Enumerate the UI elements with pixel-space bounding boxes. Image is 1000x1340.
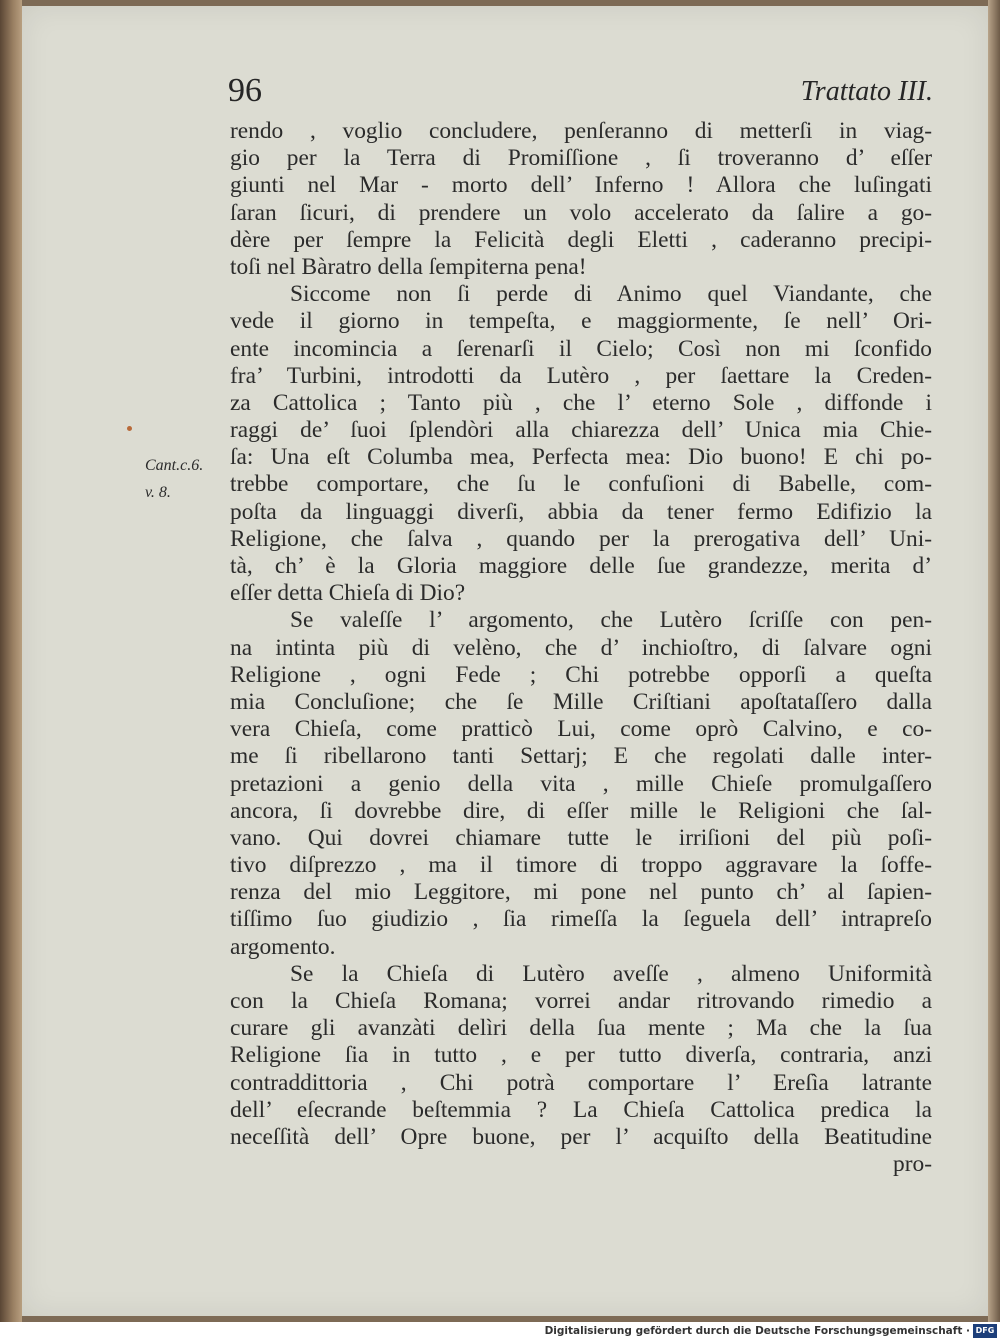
text-line: vede il giorno in tempeſta, e maggiormente, ſe nell’ Ori- — [230, 308, 932, 335]
text-line: ſaran ſicuri, di prendere un volo accelerato da ſalire a go- — [230, 199, 932, 226]
text-line: Se valeſſe l’ argomento, che Lutèro ſcriſſe con pen- — [290, 607, 932, 634]
page-number: 96 — [228, 72, 262, 109]
footer-bar — [0, 1322, 1000, 1340]
text-line: za Cattolica ; Tanto più , che l’ eterno Sole , diffonde i — [230, 389, 932, 416]
text-line: giunti nel Mar - morto dell’ Inferno ! Allora che luſingati — [230, 172, 932, 199]
ink-spot — [127, 426, 132, 431]
text-line: Religione ſia in tutto , e per tutto diverſa, contraria, anzi — [230, 1042, 932, 1069]
book-spine — [0, 0, 22, 1322]
text-line: tivo diſprezzo , ma il timore di troppo aggravare la ſoffe- — [230, 852, 932, 879]
text-line: con la Chieſa Romana; vorrei andar ritrovando rimedio a — [230, 988, 932, 1014]
text-line: na intinta più di velèno, che d’ inchioſtro, di ſalvare ogni — [230, 634, 932, 661]
text-line: ancora, ſi dovrebbe dire, di eſſer mille le Religioni che ſal- — [230, 797, 932, 824]
text-line: argomento. — [230, 933, 336, 960]
text-line: Religione, che ſalva , quando per la prerogativa dell’ Uni- — [230, 525, 932, 552]
text-line: poſta da linguaggi diverſi, abbia da tener fermo Edifizio la — [230, 498, 932, 525]
page-edge — [988, 0, 1000, 1322]
text-line: eſſer detta Chieſa di Dio? — [230, 580, 466, 607]
text-line: trebbe comportare, che ſu le confuſioni di Babelle, com- — [230, 471, 932, 498]
body-text — [230, 118, 932, 1178]
text-line: pretazioni a genio della vita , mille Chieſe promulgaſſero — [230, 770, 932, 797]
running-title: Trattato III. — [800, 76, 933, 107]
catchword: pro- — [893, 1151, 932, 1178]
text-line: Religione , ogni Fede ; Chi potrebbe opporſi a queſta — [230, 661, 932, 688]
text-line: gio per la Terra di Promiſſione , ſi troveranno d’ eſſer — [230, 145, 932, 172]
dfg-logo-icon: DFG — [973, 1324, 997, 1338]
text-line: raggi de’ ſuoi ſplendòri alla chiarezza dell’ Unica mia Chie- — [230, 417, 932, 444]
text-line: mia Concluſione; che ſe Mille Criſtiani apoſtataſſero dalla — [230, 688, 932, 715]
text-line: vera Chieſa, come pratticò Lui, come oprò Calvino, e co- — [230, 716, 932, 743]
text-line: renza del mio Leggitore, mi pone nel punto ch’ al ſapien- — [230, 879, 932, 906]
text-line: tà, ch’ è la Gloria maggiore delle ſue grandezze, merita d’ — [230, 553, 932, 579]
text-line: tiſſimo ſuo giudizio , ſia rimeſſa la ſeguela dell’ intrapreſo — [230, 906, 932, 933]
text-line: rendo , voglio concludere, penſeranno di metterſi in viag- — [230, 118, 932, 144]
text-line: curare gli avanzàti delìri della ſua mente ; Ma che la ſua — [230, 1015, 932, 1042]
margin-note-ref: Cant.c.6. — [145, 457, 204, 474]
text-line: ſa: Una eſt Columba mea, Perfecta mea: Dio buono! E chi po- — [230, 444, 932, 471]
funding-credit: Digitalisierung gefördert durch die Deutsche Forschungsgemeinschaft · — [544, 1325, 970, 1337]
text-line: Se la Chieſa di Lutèro aveſſe , almeno Uniformità — [290, 960, 932, 987]
text-line: me ſi ribellarono tanti Settarj; E che regolati dalle inter- — [230, 743, 932, 770]
text-line: neceſſità dell’ Opre buone, per l’ acquiſto della Beatitudine — [230, 1123, 932, 1150]
text-line: vano. Qui dovrei chiamare tutte le irriſioni del più poſi- — [230, 824, 932, 851]
text-line: ente incomincia a ſerenarſi il Cielo; Così non mi ſconfido — [230, 335, 932, 362]
page-header — [228, 72, 933, 116]
text-line: toſi nel Bàratro della ſempiterna pena! — [230, 253, 587, 280]
margin-note-verse: v. 8. — [145, 484, 171, 501]
text-line: dell’ eſecrande beſtemmia ? La Chieſa Cattolica predica la — [230, 1096, 932, 1123]
text-line: contraddittoria , Chi potrà comportare l’ Ereſìa latrante — [230, 1069, 932, 1096]
text-line: fra’ Turbini, introdotti da Lutèro , per ſaettare la Creden- — [230, 362, 932, 389]
text-line: dère per ſempre la Felicità degli Eletti , caderanno precipi- — [230, 226, 932, 253]
text-line: Siccome non ſi perde di Animo quel Viandante, che — [290, 281, 932, 308]
